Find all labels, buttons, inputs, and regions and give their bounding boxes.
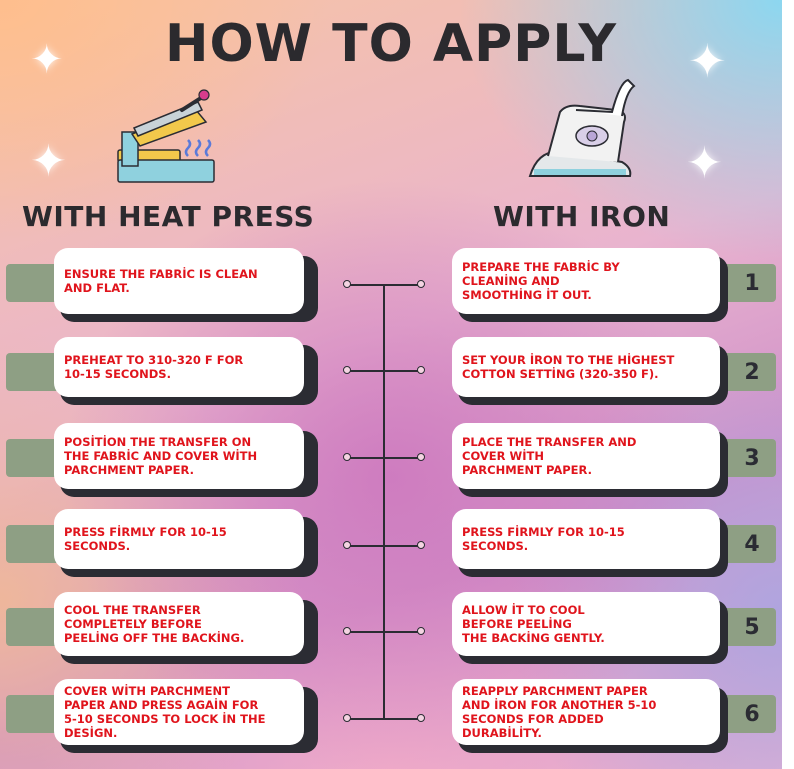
iron-icon [520, 76, 642, 188]
heat-press-icon [112, 88, 232, 193]
connector-branch [346, 631, 422, 633]
sparkle-icon: ✦ [688, 34, 727, 88]
connector-branch [346, 545, 422, 547]
step-number-badge: 4 [728, 525, 776, 563]
connector-dot-left [343, 541, 351, 549]
heat-press-step-text: COVER WİTH PARCHMENT PAPER AND PRESS AGAİN FOR 5-10 SECONDS TO LOCK İN THE DESİGN. [64, 684, 266, 740]
iron-step-card [452, 248, 720, 314]
iron-heading: WITH IRON [493, 200, 671, 233]
heat-press-step-text: ENSURE THE FABRİC IS CLEAN AND FLAT. [64, 267, 258, 295]
step-number-badge: 5 [728, 608, 776, 646]
connector-branch [346, 718, 422, 720]
iron-step-text: PRESS FİRMLY FOR 10-15 SECONDS. [462, 525, 625, 553]
step-number-badge: 1 [728, 264, 776, 302]
heat-press-step-card [54, 592, 304, 656]
heat-press-heading: WITH HEAT PRESS [22, 200, 315, 233]
connector-dot-right [417, 453, 425, 461]
iron-step-card [452, 592, 720, 656]
iron-step-text: PLACE THE TRANSFER AND COVER WİTH PARCHMENT PAPER. [462, 435, 637, 477]
iron-step-card [452, 679, 720, 745]
heat-press-step-text: PREHEAT TO 310-320 F FOR 10-15 SECONDS. [64, 353, 244, 381]
sparkle-icon: ✦ [686, 138, 723, 189]
connector-dot-right [417, 366, 425, 374]
heat-press-step-card [54, 248, 304, 314]
connector-dot-right [417, 714, 425, 722]
heat-press-step-text: POSİTİON THE TRANSFER ON THE FABRİC AND COVER WİTH PARCHMENT PAPER. [64, 435, 258, 477]
sparkle-icon: ✦ [30, 37, 64, 83]
connector-branch [346, 370, 422, 372]
iron-step-text: SET YOUR İRON TO THE HİGHEST COTTON SETTİNG (320-350 F). [462, 353, 675, 381]
heat-press-step-card [54, 679, 304, 745]
iron-step-card [452, 423, 720, 489]
connector-dot-left [343, 366, 351, 374]
step-number-badge: 3 [728, 439, 776, 477]
sparkle-icon: ✦ [30, 136, 67, 187]
iron-step-text: REAPPLY PARCHMENT PAPER AND İRON FOR ANOTHER 5-10 SECONDS FOR ADDED DURABİLİTY. [462, 684, 657, 740]
connector-branch [346, 457, 422, 459]
heat-press-step-card [54, 423, 304, 489]
step-number-badge: 2 [728, 353, 776, 391]
iron-step-text: ALLOW İT TO COOL BEFORE PEELİNG THE BACKİNG GENTLY. [462, 603, 605, 645]
connector-dot-left [343, 453, 351, 461]
heat-press-step-text: COOL THE TRANSFER COMPLETELY BEFORE PEELİNG OFF THE BACKİNG. [64, 603, 245, 645]
connector-dot-left [343, 627, 351, 635]
iron-step-card [452, 509, 720, 569]
heat-press-step-card [54, 337, 304, 397]
center-connector-line [383, 285, 385, 720]
heat-press-step-card [54, 509, 304, 569]
connector-dot-right [417, 627, 425, 635]
connector-dot-left [343, 280, 351, 288]
iron-step-text: PREPARE THE FABRİC BY CLEANİNG AND SMOOTHİNG İT OUT. [462, 260, 620, 302]
iron-step-card [452, 337, 720, 397]
connector-branch [346, 284, 422, 286]
connector-dot-right [417, 541, 425, 549]
connector-dot-left [343, 714, 351, 722]
connector-dot-right [417, 280, 425, 288]
page-title: HOW TO APPLY [164, 14, 618, 74]
step-number-badge: 6 [728, 695, 776, 733]
heat-press-step-text: PRESS FİRMLY FOR 10-15 SECONDS. [64, 525, 227, 553]
